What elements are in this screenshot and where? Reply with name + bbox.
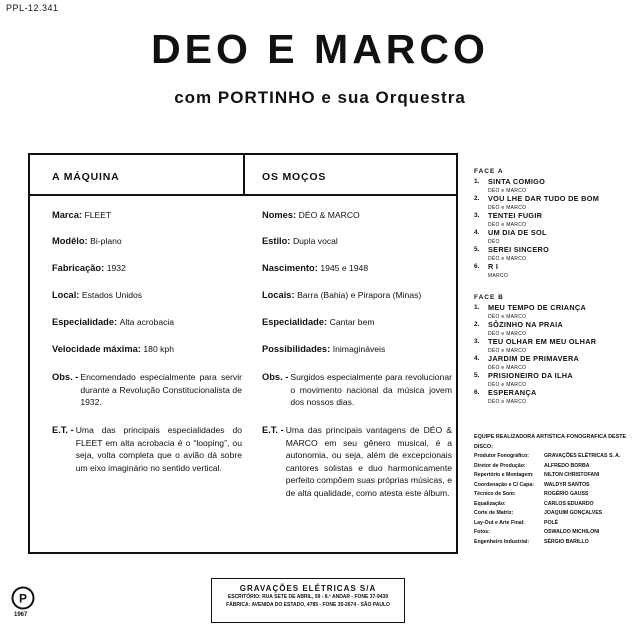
credit-row [474, 490, 636, 500]
field-value: Estados Unidos [81, 290, 143, 300]
track-title: PRISIONEIRO DA ILHA [488, 371, 573, 380]
track-number: 1. [474, 304, 480, 311]
et-label: E.T. - [262, 425, 284, 435]
field-row [262, 209, 452, 222]
field-row [262, 235, 452, 248]
field-label: Estilo: [262, 236, 291, 246]
track-number: 6. [474, 263, 480, 270]
track-credit: DÉO e MARCO [488, 204, 527, 211]
track-item [474, 195, 634, 212]
credit-role: Diretor de Produção: [474, 462, 526, 469]
track-number: 6. [474, 389, 480, 396]
field-value: 1945 e 1948 [320, 263, 369, 273]
field-label: Nomes: [262, 210, 297, 220]
track-credit: DÉO e MARCO [488, 398, 527, 405]
field-value: Barra (Bahia) e Pirapora (Minas) [297, 290, 422, 300]
credit-name: WALDYR SANTOS [544, 481, 590, 488]
track-number: 5. [474, 372, 480, 379]
field-row [262, 343, 452, 356]
credit-role: Produtor Fonográfico: [474, 453, 530, 459]
track-item [474, 178, 634, 195]
company-name: GRAVAÇÕES ELÉTRICAS S/A [239, 584, 377, 593]
credits-heading: EQUIPE REALIZADORA ARTISTICA-FONOGRAFICA DESTE DISCO: [474, 434, 627, 450]
track-credit: DÉO e MARCO [488, 255, 527, 262]
credit-name: ROGÉRIO GAUSS [544, 491, 589, 497]
credit-row [474, 528, 636, 538]
field-value: 1932 [106, 263, 126, 273]
track-number: 2. [474, 321, 480, 328]
credit-name: POLÉ [544, 519, 559, 526]
credit-name: JOAQUIM GONÇALVES [544, 510, 603, 516]
obs-label: Obs. - [52, 372, 79, 382]
field-row [52, 316, 242, 329]
credit-name: CARLOS EDUARDO [544, 500, 594, 507]
credit-name: SÉRGIO BARILLO [544, 538, 589, 545]
track-number: 4. [474, 229, 480, 236]
track-number: 3. [474, 212, 480, 219]
credit-role: Equalização: [474, 500, 506, 507]
credit-row [474, 509, 636, 519]
track-number: 5. [474, 246, 480, 253]
track-title: SÔZINHO NA PRAIA [488, 320, 564, 329]
track-credit: DÉO e MARCO [488, 364, 527, 371]
field-label: Marca: [52, 210, 82, 220]
field-row [262, 289, 452, 302]
track-item [474, 389, 634, 406]
obs-paragraph [262, 371, 452, 409]
column-divider [243, 155, 245, 196]
credit-role: Repertório e Montagem: [474, 472, 534, 478]
track-title: TEU OLHAR EM MEU OLHAR [488, 337, 597, 346]
track-title: VOU LHE DAR TUDO DE BOM [488, 194, 600, 203]
track-credit: DÉO e MARCO [488, 221, 527, 228]
label-footer [211, 578, 405, 623]
credit-role: Fotos: [474, 529, 490, 535]
track-credit: DÉO e MARCO [488, 330, 527, 337]
track-credit: DÉO e MARCO [488, 313, 527, 320]
credit-row [474, 500, 636, 510]
track-title: ESPERANÇA [488, 388, 537, 397]
field-value: Alta acrobacia [119, 317, 175, 327]
credit-row [474, 481, 636, 491]
track-credit: DÉO e MARCO [488, 381, 527, 388]
track-item [474, 338, 634, 355]
field-value: 180 kph [143, 344, 174, 354]
track-number: 1. [474, 178, 480, 185]
credit-name: OSWALDO MICHILONI [544, 529, 600, 535]
field-label: Fabricação: [52, 263, 105, 273]
credit-role: Engenheiro Industrial: [474, 538, 530, 545]
credit-name: GRAVAÇÕES ELÉTRICAS S. A. [544, 453, 621, 459]
field-row [52, 343, 242, 356]
track-number: 3. [474, 338, 480, 345]
field-value: Dupla vocal [292, 236, 338, 246]
credit-role: Técnico de Som: [474, 491, 516, 497]
field-label: Nascimento: [262, 263, 318, 273]
track-title: R I [488, 262, 499, 271]
credit-row [474, 462, 636, 472]
album-subtitle: com PORTINHO e sua Orquestra [174, 88, 466, 107]
field-label: Possibilidades: [262, 344, 331, 354]
field-row [262, 262, 452, 275]
track-item [474, 372, 634, 389]
field-label: Especialidade: [262, 317, 328, 327]
track-item [474, 212, 634, 229]
track-credit: DÉO [488, 238, 500, 245]
field-label: Locais: [262, 290, 295, 300]
credit-name: NILTON CHRISTOFANI [544, 472, 600, 478]
field-label: Especialidade: [52, 317, 118, 327]
credit-row [474, 452, 636, 462]
logo-year: 1967 [14, 612, 28, 618]
et-text: Uma das principais especialidades do FLEET em alta acrobacia é o “looping”, ou seja, volta completa que o avião dá sobre um eixo imaginário no sentido vertical. [75, 425, 242, 473]
field-value: DÉO & MARCO [298, 210, 360, 220]
track-title: TENTEI FUGIR [488, 211, 543, 220]
track-credit: MARCO [488, 272, 509, 279]
side-a-heading: FACE A [474, 168, 504, 175]
credit-role: Coordenação e C/ Capa: [474, 481, 534, 488]
info-panel [28, 153, 458, 554]
track-item [474, 304, 634, 321]
tracklist [474, 168, 634, 406]
track-title: SEREI SINCERO [488, 245, 550, 254]
obs-text: Encomendado especialmente para servir durante a Revolução Constitucionalista de 1932. [80, 372, 242, 407]
track-item [474, 321, 634, 338]
track-item [474, 229, 634, 246]
et-paragraph [52, 424, 242, 474]
side-b-heading: FACE B [474, 294, 504, 301]
right-column-heading: OS MOÇOS [262, 171, 327, 183]
obs-label: Obs. - [262, 372, 289, 382]
track-number: 4. [474, 355, 480, 362]
field-row [52, 262, 242, 275]
field-value: FLEET [84, 210, 112, 220]
et-label: E.T. - [52, 425, 74, 435]
et-text: Uma das principais vantagens de DÉO & MARCO em seu gênero musical, é a autonomia, ou seja, além de excepcionais cantores solistas e duo harmonicamente perfeito compõem suas próprias músicas, e de alta qualidade, como atesta este álbum. [285, 425, 452, 498]
track-title: JARDIM DE PRIMAVERA [488, 354, 580, 363]
catalog-number: PPL-12.341 [6, 3, 59, 13]
left-column-heading: A MÁQUINA [52, 171, 120, 183]
credit-row [474, 538, 636, 548]
factory-address: FÁBRICA: AVENIDA DO ESTADO, 4785 - FONE 35-2674 - SÃO PAULO [226, 602, 390, 608]
field-value: Inimagináveis [332, 344, 386, 354]
track-credit: DÉO e MARCO [488, 187, 527, 194]
et-paragraph [262, 424, 452, 499]
credit-role: Corte de Matriz: [474, 510, 514, 516]
field-row [262, 316, 452, 329]
field-row [52, 235, 242, 248]
field-row [52, 209, 242, 222]
field-label: Velocidade máxima: [52, 344, 141, 354]
credit-row [474, 471, 636, 481]
credit-row [474, 519, 636, 529]
track-item [474, 355, 634, 372]
credit-role: Lay-Out e Arte Final: [474, 519, 525, 526]
album-title: DEO E MARCO [151, 26, 489, 72]
phonogram-logo-icon [11, 586, 35, 610]
track-credit: DÉO e MARCO [488, 347, 527, 354]
field-value: Cantar bem [329, 317, 375, 327]
credit-name: ALFREDO BORBA [544, 462, 590, 469]
track-number: 2. [474, 195, 480, 202]
obs-paragraph [52, 371, 242, 409]
track-item [474, 263, 634, 280]
track-item [474, 246, 634, 263]
field-label: Local: [52, 290, 80, 300]
field-value: Bi-plano [90, 236, 122, 246]
field-row [52, 289, 242, 302]
obs-text: Surgidos especialmente para revolucionar o movimento nacional da música jovem dos nossos dias. [290, 372, 452, 407]
production-credits [474, 433, 636, 547]
track-title: MEU TEMPO DE CRIANÇA [488, 303, 587, 312]
logo-glyph: P [18, 591, 28, 606]
office-address: ESCRITÓRIO: RUA SETE DE ABRIL, 59 - 8.º ANDAR - FONE 37-9439 [227, 594, 389, 600]
header-rule [30, 194, 456, 196]
track-title: UM DIA DE SOL [488, 228, 547, 237]
field-label: Modêlo: [52, 236, 88, 246]
track-title: SINTA COMIGO [488, 177, 546, 186]
